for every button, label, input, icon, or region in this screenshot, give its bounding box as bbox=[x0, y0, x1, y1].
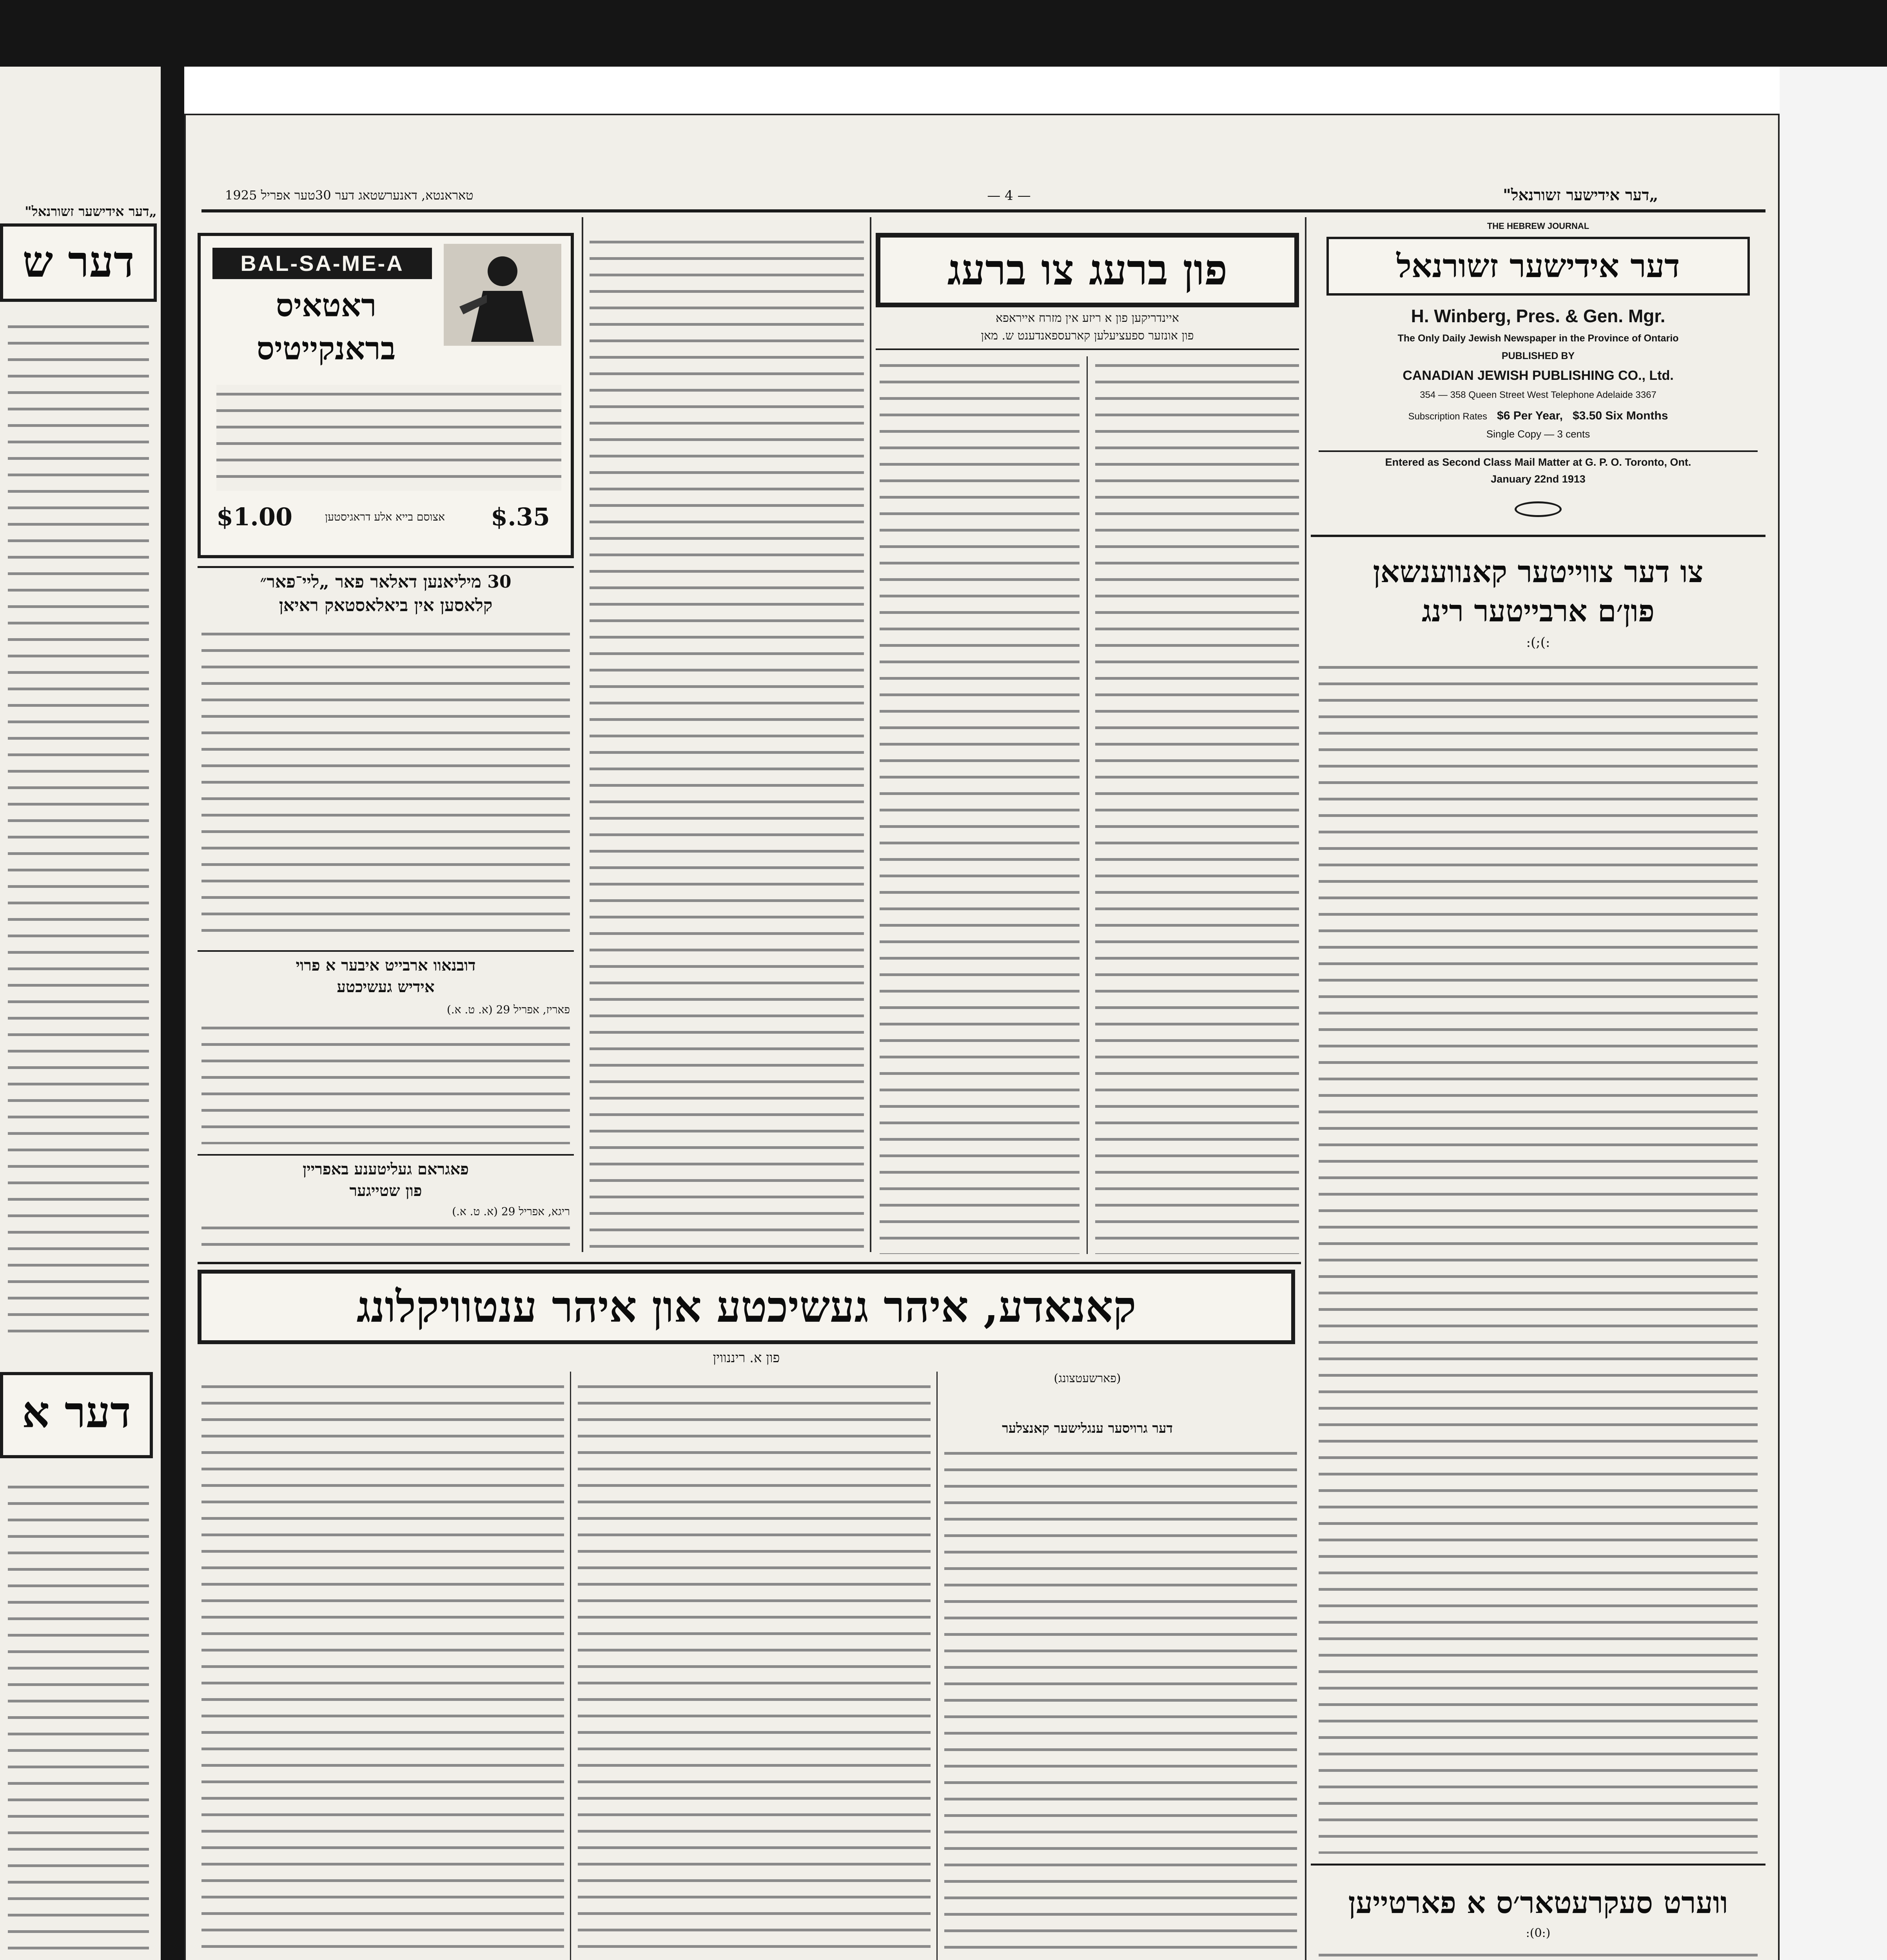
header-rule bbox=[201, 209, 1765, 212]
lower-article-title: קאנאדע, איהר געשיכטע און איהר ענטוויקלונג bbox=[356, 1281, 1136, 1332]
ad-figure-image bbox=[444, 244, 561, 346]
page-number: — 4 — bbox=[987, 188, 1031, 203]
subscription-year: $6 Per Year, bbox=[1497, 409, 1563, 422]
ad-brand: BAL-SA-ME-A bbox=[240, 251, 404, 276]
editorial-1-body bbox=[1319, 658, 1758, 1854]
figure-icon bbox=[444, 244, 561, 346]
ad-price-left: $1.00 bbox=[216, 503, 293, 531]
column-rule-right bbox=[1305, 217, 1306, 1960]
news-body-2 bbox=[201, 1019, 570, 1144]
masthead-rule bbox=[1319, 450, 1758, 452]
masthead-yiddish-title: דער אידישער זשורנאל bbox=[1396, 247, 1680, 285]
news-headline-1b: קלאסען אין ביאלאסטאק ראיאן bbox=[279, 595, 493, 615]
page-gutter bbox=[161, 67, 184, 1960]
masthead-publisher: H. Winberg, Pres. & Gen. Mgr. bbox=[1411, 306, 1666, 326]
news-headline-1: 30 מיליאנען דאלאר פאר „ליי־פאר״ bbox=[260, 572, 512, 592]
lower-article-col-1 bbox=[944, 1444, 1297, 1960]
editorial-1-title-line2: פון׳ם ארבייטער רינג bbox=[1422, 593, 1655, 628]
feature-title: פון ברעג צו ברעג bbox=[947, 245, 1228, 295]
masthead-company: CANADIAN JEWISH PUBLISHING CO., Ltd. bbox=[1403, 368, 1674, 383]
subscription-label: Subscription Rates bbox=[1408, 411, 1488, 422]
news-body-3 bbox=[201, 1219, 570, 1254]
masthead-bottom-rule bbox=[1311, 535, 1765, 537]
prev-running-title: „דער אידישער זשורנאל" bbox=[24, 204, 157, 220]
masthead-caption: THE HEBREW JOURNAL bbox=[1487, 221, 1589, 231]
newspaper-page bbox=[184, 114, 1780, 1960]
editorial-2-body bbox=[1319, 1946, 1758, 1960]
ad-line1: ראטאיס bbox=[276, 287, 377, 324]
news-headline-2: דובנאוו ארבייט איבער א פרוי bbox=[296, 956, 476, 975]
news-rule-3 bbox=[198, 1154, 574, 1156]
masthead-tagline: The Only Daily Jewish Newspaper in the Province of Ontario bbox=[1397, 333, 1679, 344]
lower-col-rule-1 bbox=[936, 1372, 938, 1960]
ornament-icon bbox=[1515, 501, 1562, 517]
editorial-1-divider: :(;(: bbox=[1526, 635, 1550, 650]
news-headline-3: פאגראם געליטענע באפריין bbox=[303, 1160, 469, 1178]
right-film-margin bbox=[1780, 67, 1887, 1960]
column-rule-left bbox=[582, 217, 583, 1252]
ad-body-text bbox=[216, 385, 561, 491]
prev-mid-banner: דער א bbox=[0, 1372, 153, 1458]
masthead-subscription-rates bbox=[1311, 409, 1765, 423]
lower-col-rule-2 bbox=[570, 1372, 571, 1960]
prev-text-block-1 bbox=[8, 318, 149, 1337]
feature-subtitle: איינדריקען פון א ריזע אין מזרח אייראפא bbox=[996, 311, 1179, 325]
news-body-1 bbox=[201, 625, 570, 938]
prev-text-block-2 bbox=[8, 1478, 149, 1960]
previous-page-strip bbox=[0, 67, 161, 1960]
lower-article-col-2 bbox=[578, 1377, 931, 1960]
lower-article-col-3 bbox=[201, 1377, 564, 1960]
editorial-2-divider: :(0:) bbox=[1526, 1926, 1551, 1940]
ad-balsamea bbox=[198, 233, 574, 558]
lower-article-top-rule bbox=[198, 1262, 1301, 1264]
lower-article-byline: פון א. ריננווין bbox=[713, 1350, 780, 1366]
center-column-text bbox=[590, 233, 864, 1252]
news-dateline-2: פאריז, אפריל 29 (א. ט. א.) bbox=[446, 1003, 570, 1016]
news-headline-3b: פון שטייגער bbox=[349, 1181, 422, 1200]
ad-line2: בראנקייטיס bbox=[256, 330, 396, 367]
feature-col-right bbox=[1095, 356, 1299, 1254]
masthead-title-box bbox=[1326, 237, 1750, 296]
feature-title-box bbox=[876, 233, 1299, 307]
lower-article-section: (פארשעטצונג) bbox=[1054, 1372, 1121, 1385]
feature-rule bbox=[876, 348, 1299, 350]
date-line: טאראנטא, דאנערשטאג דער 30טער אפריל 1925 bbox=[225, 188, 474, 203]
news-rule-2 bbox=[198, 950, 574, 952]
masthead-address: 354 — 358 Queen Street West Telephone Adelaide 3367 bbox=[1420, 390, 1657, 400]
ad-brand-banner bbox=[212, 248, 432, 279]
film-border-top bbox=[0, 0, 1887, 67]
feature-byline: פון אונזער ספעציעלען קארעספאנדענט ש. מאן bbox=[981, 329, 1194, 343]
running-title: „דער אידישער זשורנאל" bbox=[1503, 186, 1658, 204]
news-rule-1 bbox=[198, 566, 574, 568]
masthead bbox=[1311, 221, 1765, 546]
lower-article-title-box bbox=[198, 1270, 1295, 1344]
editorial-2-title: ווערט סעקרעטאר׳ס א פארטייען bbox=[1348, 1885, 1728, 1920]
column-rule-center bbox=[870, 217, 871, 1252]
masthead-single-copy: Single Copy — 3 cents bbox=[1486, 428, 1590, 440]
editorial-1-title-line1: צו דער צווייטער קאנווענשאן bbox=[1373, 554, 1704, 589]
masthead-entered-line: Entered as Second Class Mail Matter at G. P. O. Toronto, Ont. bbox=[1385, 456, 1691, 468]
ad-price-right: $.35 bbox=[491, 503, 550, 531]
lower-article-subhead: דער גרויסער ענגלישער קאנצלער bbox=[1002, 1421, 1173, 1436]
masthead-entered-date: January 22nd 1913 bbox=[1491, 473, 1586, 485]
masthead-published-by: PUBLISHED BY bbox=[1501, 350, 1575, 361]
prev-banner: דער ש bbox=[0, 223, 157, 302]
ad-note: אצוסם בייא אלע דראגיסטען bbox=[325, 510, 445, 523]
subscription-six-months: $3.50 Six Months bbox=[1573, 409, 1668, 422]
feature-col-left bbox=[880, 356, 1080, 1254]
editorial-1-end-rule bbox=[1311, 1864, 1765, 1866]
feature-col-divider bbox=[1087, 356, 1088, 1254]
news-headline-2b: אידיש געשיכטע bbox=[337, 978, 435, 996]
news-dateline-3: ריגא, אפריל 29 (א. ט. א.) bbox=[452, 1205, 570, 1218]
